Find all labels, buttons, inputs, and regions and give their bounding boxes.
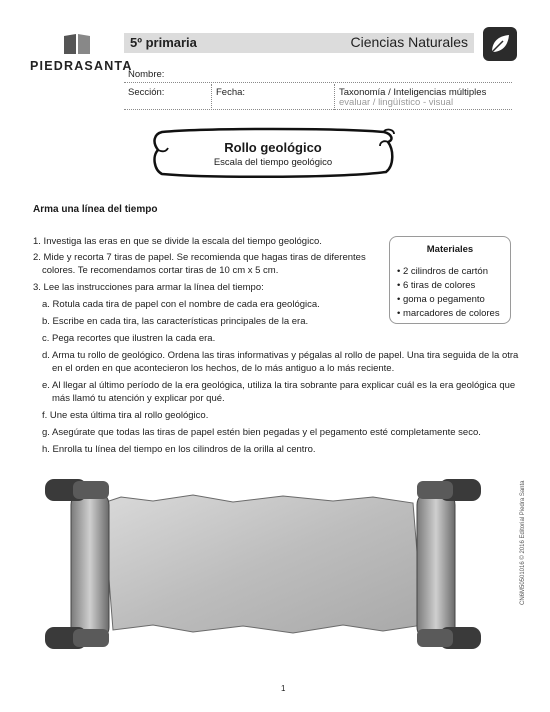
materials-item: • goma o pegamento <box>397 294 485 305</box>
materials-item: • 6 tiras de colores <box>397 280 476 291</box>
name-line[interactable] <box>124 82 512 83</box>
substep-item-cont: en el orden en que acontecieron los hechos, de lo más antiguo a lo más reciente. <box>52 363 395 374</box>
grade-label: 5º primaria <box>130 35 197 50</box>
substep-item: b. Escribe en cada tira, las características principales de la era. <box>42 316 309 327</box>
field-divider <box>211 84 212 110</box>
publisher-logo-text: PIEDRASANTA <box>30 59 133 73</box>
step-item: 3. Lee las instrucciones para armar la línea del tiempo: <box>33 282 264 293</box>
parchment-scroll-image <box>43 475 483 655</box>
leaf-badge <box>483 27 517 61</box>
leaf-icon <box>488 32 512 56</box>
section-label: Sección: <box>128 87 165 98</box>
activity-subtitle: Escala del tiempo geológico <box>213 157 333 168</box>
page-number: 1 <box>281 684 286 693</box>
substep-item: d. Arma tu rollo de geológico. Ordena las tiras informativas y pégalas al rollo de papel. Una tira seguida de la otra <box>42 350 519 361</box>
substep-item: c. Pega recortes que ilustren la cada era. <box>42 333 216 344</box>
section-line <box>124 109 512 110</box>
materials-item: • marcadores de colores <box>397 308 500 319</box>
step-item-cont: colores. Te recomendamos cortar tiras de 10 cm x 5 cm. <box>42 265 279 276</box>
taxonomy-label: Taxonomía / Inteligencias múltiples <box>339 87 487 98</box>
substep-item: h. Enrolla tu línea del tiempo en los cilindros de la orilla al centro. <box>42 444 316 455</box>
substep-item: a. Rotula cada tira de papel con el nombre de cada era geológica. <box>42 299 320 310</box>
substep-item: e. Al llegar al último período de la era geológica, utiliza la tira sobrante para explicar cuál es la era geológica que <box>42 380 516 391</box>
activity-title: Rollo geológico <box>224 140 322 155</box>
taxonomy-sub: evaluar / lingüístico - visual <box>339 97 454 108</box>
substep-item: g. Asegúrate que todas las tiras de papel estén bien pegadas y el pegamento esté completamente seco. <box>42 427 481 438</box>
book-logo-icon <box>62 32 92 56</box>
substep-item-cont: más llamó tu atención y explicar por qué. <box>52 393 225 404</box>
step-item: 2. Mide y recorta 7 tiras de papel. Se recomienda que hagas tiras de diferentes <box>33 252 366 263</box>
date-label: Fecha: <box>216 87 246 98</box>
section-heading: Arma una línea del tiempo <box>33 204 158 215</box>
materials-item: • 2 cilindros de cartón <box>397 266 488 277</box>
substep-item: f. Une esta última tira al rollo geológico. <box>42 410 209 421</box>
materials-title: Materiales <box>426 244 474 255</box>
field-divider <box>334 84 335 110</box>
copyright-note: CN6M50501016 © 2016 Editorial Piedra Santa <box>520 480 526 605</box>
name-label: Nombre: <box>128 69 165 80</box>
step-item: 1. Investiga las eras en que se divide la escala del tiempo geológico. <box>33 236 322 247</box>
subject-title: Ciencias Naturales <box>350 34 468 50</box>
